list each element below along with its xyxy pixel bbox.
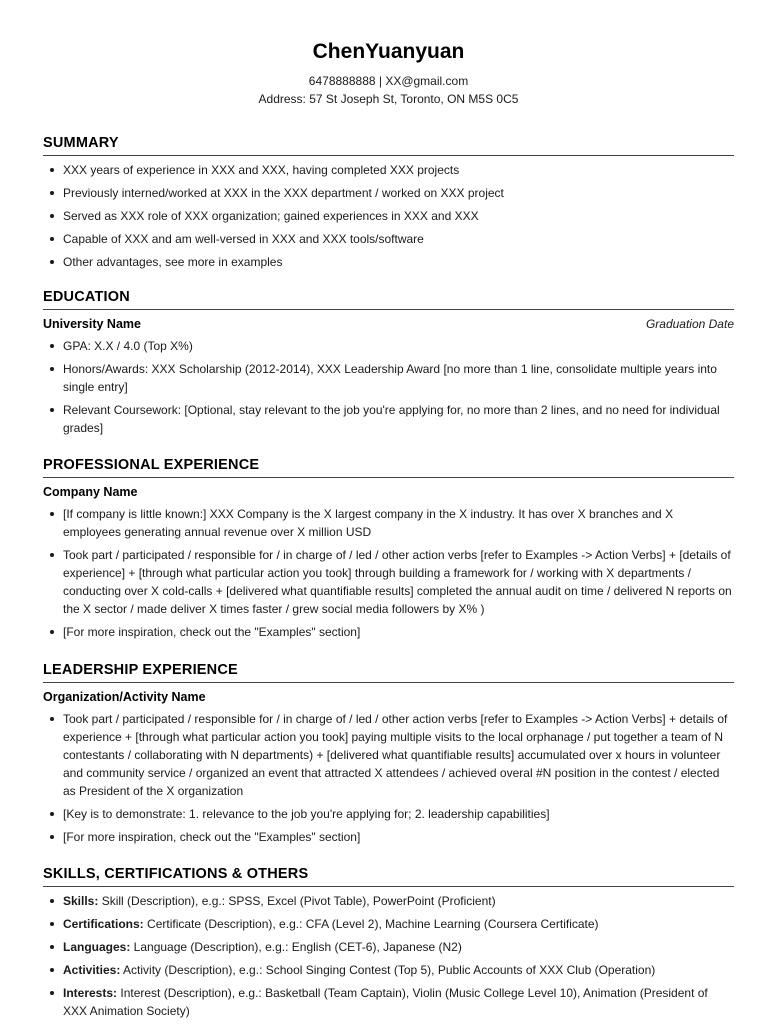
experience-section bbox=[43, 456, 734, 641]
list-item: [For more inspiration, check out the "Examples" section] bbox=[43, 828, 734, 846]
experience-list bbox=[43, 505, 734, 641]
skills-title: SKILLS, CERTIFICATIONS & OTHERS bbox=[43, 865, 734, 887]
leadership-section bbox=[43, 661, 734, 846]
skill-label: Languages: bbox=[63, 940, 131, 954]
skill-text: Certificate (Description), e.g.: CFA (Level 2), Machine Learning (Coursera Certificate) bbox=[143, 917, 599, 931]
candidate-name: ChenYuanyuan bbox=[312, 40, 465, 63]
leadership-header bbox=[43, 689, 734, 705]
list-item: [If company is little known:] XXX Company is the X largest company in the X industry. It has over X branches and X employees generating annual revenue over X million USD bbox=[43, 505, 734, 541]
skills-list bbox=[43, 892, 734, 1020]
list-item: Served as XXX role of XXX organization; gained experiences in XXX and XXX bbox=[43, 207, 734, 225]
summary-section bbox=[43, 134, 734, 271]
experience-title: PROFESSIONAL EXPERIENCE bbox=[43, 456, 734, 478]
skill-label: Certifications: bbox=[63, 917, 144, 931]
leadership-list bbox=[43, 710, 734, 846]
list-item: Capable of XXX and am well-versed in XXX and XXX tools/software bbox=[43, 230, 734, 248]
school-name: University Name bbox=[43, 317, 141, 331]
list-item: [For more inspiration, check out the "Examples" section] bbox=[43, 623, 734, 641]
skill-item bbox=[43, 938, 734, 956]
company-name: Company Name bbox=[43, 485, 138, 499]
education-section bbox=[43, 288, 734, 437]
skill-label: Activities: bbox=[63, 963, 121, 977]
leadership-title: LEADERSHIP EXPERIENCE bbox=[43, 661, 734, 683]
list-item: Took part / participated / responsible for / in charge of / led / other action verbs [refer to Examples -> Action Verbs] + details of experience + [through what particular action you took] paying multiple visits to the local orphanage / put together a team of N contestants / collaborating with N departments) + [delivered what quantifiable results] accumulated over x hours in volunteer and community service / organized an event that attracted X attendees / achieved overal #N position in the contest / elected as President of the X organization bbox=[43, 710, 734, 800]
list-item: Took part / participated / responsible for / in charge of / led / other action verbs [refer to Examples -> Action Verbs] + [details of experience] + [through what particular action you took] through building a framework for / working with X departments / conducting over X cold-calls + [delivered what quantifiable results] completed the annual audit on time / delivered N reports on the X sector / made deliver X times faster / grew social media followers by X% ) bbox=[43, 546, 734, 618]
summary-title: SUMMARY bbox=[43, 134, 734, 156]
skills-section bbox=[43, 865, 734, 1020]
experience-header bbox=[43, 484, 734, 500]
skill-item bbox=[43, 915, 734, 933]
list-item: Previously interned/worked at XXX in the XXX department / worked on XXX project bbox=[43, 184, 734, 202]
education-header bbox=[43, 316, 734, 332]
list-item: Other advantages, see more in examples bbox=[43, 253, 734, 271]
skill-label: Interests: bbox=[63, 986, 118, 1000]
organization-name: Organization/Activity Name bbox=[43, 690, 206, 704]
address-line: Address: 57 St Joseph St, Toronto, ON M5S 0C5 bbox=[258, 92, 519, 106]
skill-item bbox=[43, 984, 734, 1020]
list-item: XXX years of experience in XXX and XXX, having completed XXX projects bbox=[43, 161, 734, 179]
education-title: EDUCATION bbox=[43, 288, 734, 310]
skill-text: Interest (Description), e.g.: Basketball (Team Captain), Violin (Music College Level 10), Animation (President of XXX Animation Society) bbox=[63, 986, 708, 1018]
graduation-date: Graduation Date bbox=[645, 317, 734, 331]
skill-label: Skills: bbox=[63, 894, 99, 908]
list-item: GPA: X.X / 4.0 (Top X%) bbox=[43, 337, 734, 355]
list-item: Honors/Awards: XXX Scholarship (2012-2014), XXX Leadership Award [no more than 1 line, consolidate multiple years into single entry] bbox=[43, 360, 734, 396]
list-item: [Key is to demonstrate: 1. relevance to the job you're applying for; 2. leadership capabilities] bbox=[43, 805, 734, 823]
education-list bbox=[43, 337, 734, 437]
list-item: Relevant Coursework: [Optional, stay relevant to the job you're applying for, no more than 2 lines, and no need for individual grades] bbox=[43, 401, 734, 437]
contact-line: 6478888888 | XX@gmail.com bbox=[308, 74, 469, 88]
skill-text: Activity (Description), e.g.: School Singing Contest (Top 5), Public Accounts of XXX Club (Operation) bbox=[120, 963, 656, 977]
summary-list bbox=[43, 161, 734, 271]
skill-text: Language (Description), e.g.: English (CET-6), Japanese (N2) bbox=[130, 940, 462, 954]
skill-item bbox=[43, 892, 734, 910]
skill-item bbox=[43, 961, 734, 979]
skill-text: Skill (Description), e.g.: SPSS, Excel (Pivot Table), PowerPoint (Proficient) bbox=[98, 894, 496, 908]
